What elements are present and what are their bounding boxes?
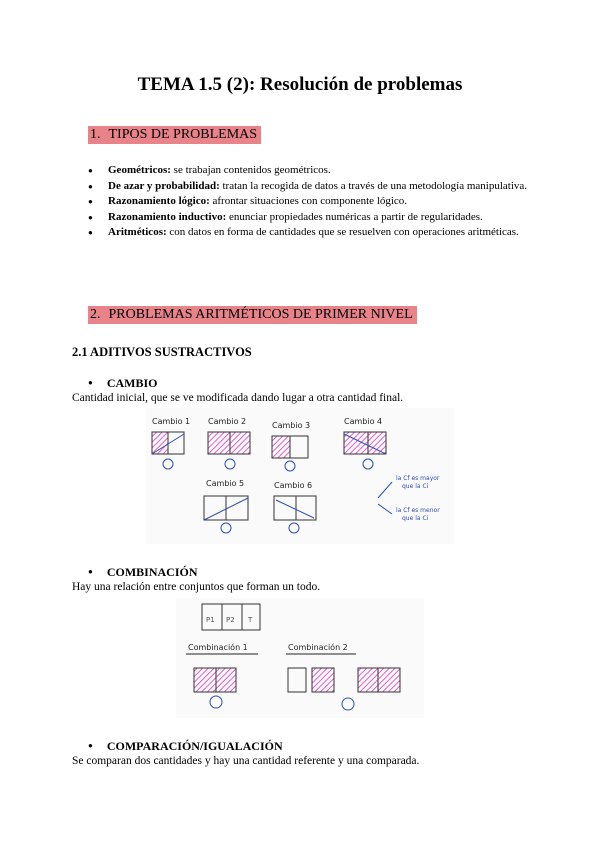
subsection-heading: 2.1 ADITIVOS SUSTRACTIVOS xyxy=(72,345,252,359)
sketch-label: Cambio 2 xyxy=(208,417,247,426)
sketch-label: Combinación 1 xyxy=(188,643,248,652)
list-item: ● Geométricos: se trabajan contenidos geométricos. xyxy=(88,163,528,179)
cambio-sketch xyxy=(146,408,454,544)
sketch-note: la Cf es menor xyxy=(396,507,440,514)
sketch-note: que la Ci xyxy=(402,515,429,522)
sketch-label: Cambio 3 xyxy=(272,421,311,430)
list-item: ● Aritméticos: con datos en forma de cantidades que se resuelven con operaciones aritméticas. xyxy=(88,225,528,241)
combinacion-sketch xyxy=(176,598,424,718)
page-title: TEMA 1.5 (2): Resolución de problemas xyxy=(137,74,463,95)
comparacion-description: Se comparan dos cantidades y hay una cantidad referente y una comparada. xyxy=(72,755,420,767)
sketch-label: Cambio 1 xyxy=(152,417,191,426)
sketch-label: Combinación 2 xyxy=(288,643,348,652)
comparacion-heading: ● COMPARACIÓN/IGUALACIÓN xyxy=(88,739,283,753)
sketch-label: Cambio 5 xyxy=(206,479,245,488)
sketch-label: Cambio 4 xyxy=(344,417,383,426)
sketch-note: la Cf es mayor xyxy=(396,475,440,482)
section-number: 2. xyxy=(90,307,101,322)
cambio-description: Cantidad inicial, que se ve modificada dando lugar a otra cantidad final. xyxy=(72,392,404,404)
box-label: T xyxy=(248,616,253,624)
section-heading-tipos xyxy=(88,126,261,144)
section-title: PROBLEMAS ARITMÉTICOS DE PRIMER NIVEL xyxy=(108,307,413,322)
section-heading-aritmeticos xyxy=(88,306,417,324)
list-item: ● Razonamiento inductivo: enunciar propiedades numéricas a partir de regularidades. xyxy=(88,210,528,226)
section-number: 1. xyxy=(90,127,101,142)
section-title: TIPOS DE PROBLEMAS xyxy=(108,127,258,142)
combinacion-heading: ● COMBINACIÓN xyxy=(88,565,198,579)
problem-types-list xyxy=(88,163,528,241)
list-item: ● Razonamiento lógico: afrontar situaciones con componente lógico. xyxy=(88,194,528,210)
sketch-note: que la Ci xyxy=(402,483,429,490)
sketch-label: Cambio 6 xyxy=(274,481,313,490)
list-item: ● De azar y probabilidad: tratan la recogida de datos a través de una metodología manipulativa. xyxy=(88,179,528,195)
box-label: P1 xyxy=(206,616,215,624)
box-label: P2 xyxy=(226,616,235,624)
combinacion-description: Hay una relación entre conjuntos que forman un todo. xyxy=(72,581,321,593)
cambio-heading: ● CAMBIO xyxy=(88,376,158,390)
